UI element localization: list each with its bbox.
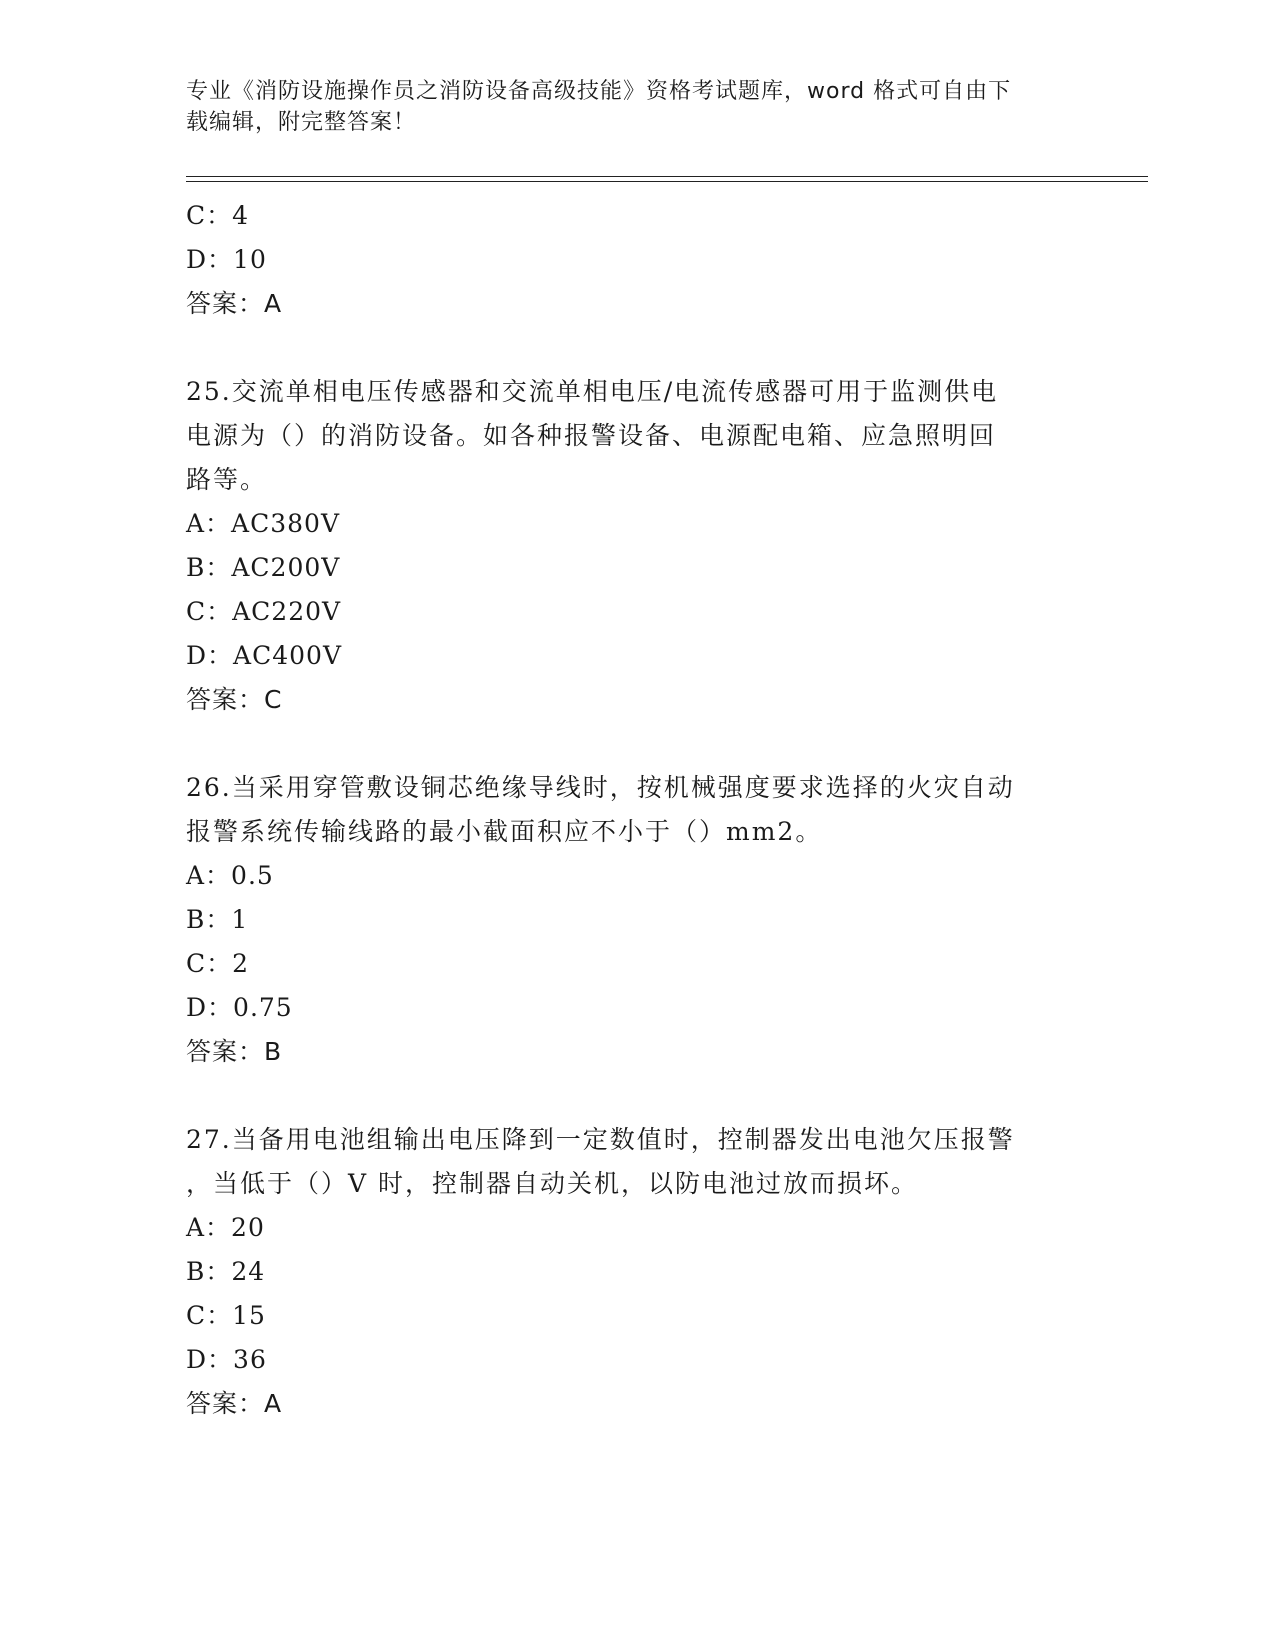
q27-option-a: A：20 <box>186 1213 265 1242</box>
header-line-1: 专业《消防设施操作员之消防设备高级技能》资格考试题库，word 格式可自由下 <box>186 79 1012 104</box>
q25-option-b: B：AC200V <box>186 553 341 582</box>
q25-text-line-2: 电源为（）的消防设备。如各种报警设备、电源配电箱、应急照明回 <box>186 421 997 450</box>
q26-option-a: A：0.5 <box>186 861 274 890</box>
q25-option-a: A：AC380V <box>186 509 341 538</box>
q26-answer: 答案：B <box>186 1037 283 1066</box>
header-divider-bottom <box>186 181 1148 182</box>
prev-answer: 答案：A <box>186 289 283 318</box>
header-line-2: 载编辑，附完整答案！ <box>186 110 417 135</box>
prev-option-d: D：10 <box>186 245 267 274</box>
q27-text-line-1: 27.当备用电池组输出电压降到一定数值时，控制器发出电池欠压报警 <box>186 1125 1015 1154</box>
q27-answer: 答案：A <box>186 1389 283 1418</box>
q27-option-d: D：36 <box>186 1345 267 1374</box>
q27-option-c: C：15 <box>186 1301 266 1330</box>
q25-text-line-3: 路等。 <box>186 465 268 494</box>
q25-option-d: D：AC400V <box>186 641 342 670</box>
q26-text-line-1: 26.当采用穿管敷设铜芯绝缘导线时，按机械强度要求选择的火灾自动 <box>186 773 1015 802</box>
document-header <box>186 76 1086 138</box>
q26-option-c: C：2 <box>186 949 250 978</box>
q26-text-line-2: 报警系统传输线路的最小截面积应不小于（）mm2。 <box>186 817 823 846</box>
q25-answer: 答案：C <box>186 685 283 714</box>
q25-option-c: C：AC220V <box>186 597 342 626</box>
q26-option-d: D：0.75 <box>186 993 293 1022</box>
q27-text-line-2: ，当低于（）V 时，控制器自动关机，以防电池过放而损坏。 <box>186 1169 919 1198</box>
q26-option-b: B：1 <box>186 905 249 934</box>
q27-option-b: B：24 <box>186 1257 266 1286</box>
header-divider-top <box>186 176 1148 177</box>
q25-text-line-1: 25.交流单相电压传感器和交流单相电压/电流传感器可用于监测供电 <box>186 377 999 406</box>
prev-option-c: C：4 <box>186 201 250 230</box>
